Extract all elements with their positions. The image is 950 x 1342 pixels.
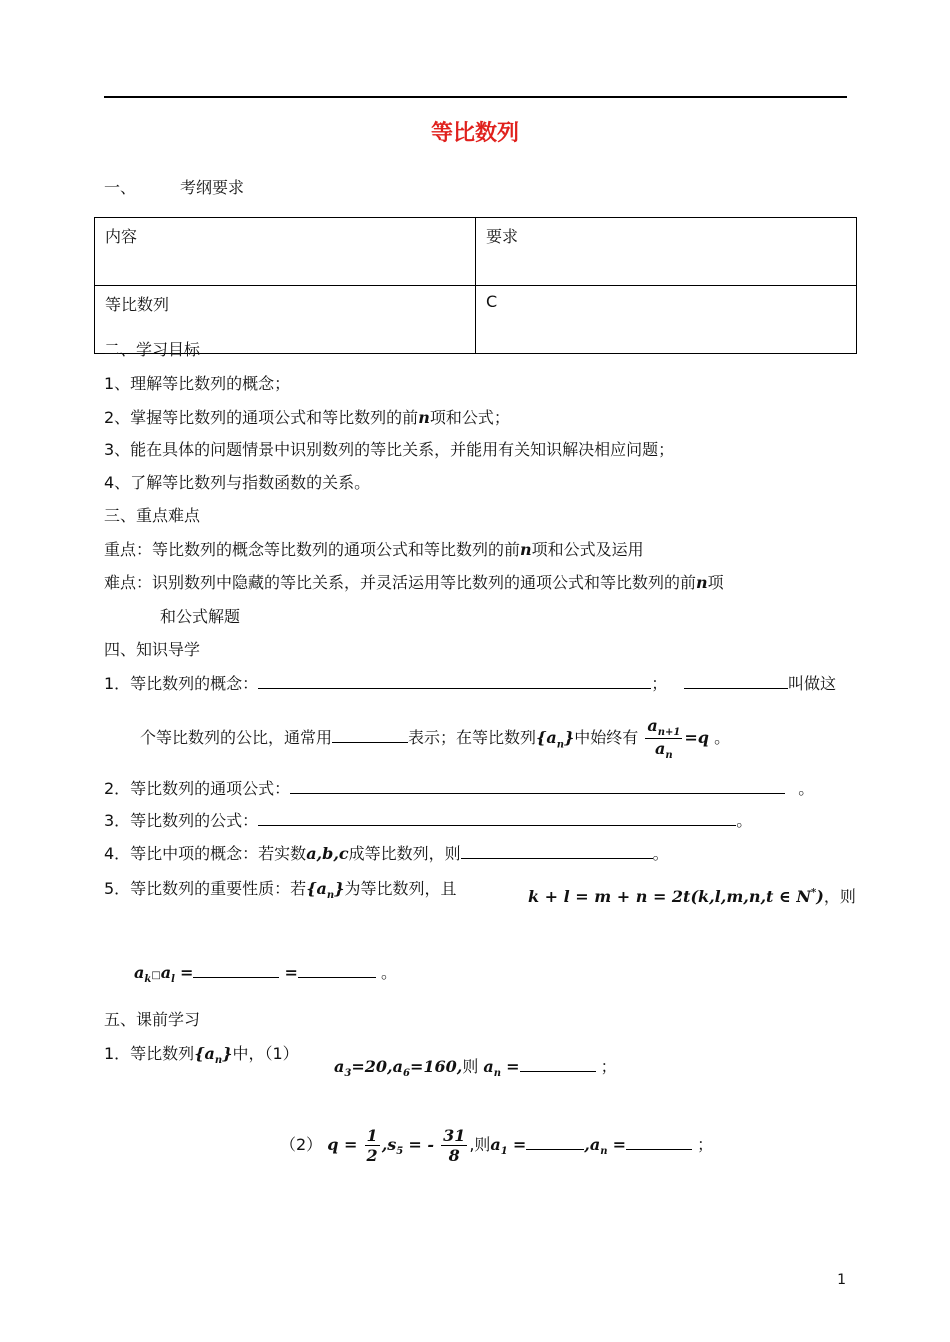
blank-ratio-symbol[interactable] [332,726,408,743]
section-1-heading: 考纲要求 [180,178,245,197]
section-1-number: 一、 [104,178,137,197]
top-rule [104,96,847,98]
requirements-table [94,217,857,354]
table-header-row [95,218,857,286]
key-point: 重点：等比数列的概念等比数列的通项公式和等比数列的前n项和公式及运用 [104,540,644,559]
objective-2: 2、掌握等比数列的通项公式和等比数列的前n项和公式； [104,408,510,427]
difficult-point-cont: 和公式解题 [160,607,241,626]
blank-an-1[interactable] [520,1055,596,1072]
blank-property-1[interactable] [193,961,279,978]
blank-a1[interactable] [526,1133,584,1150]
question-2: 2．等比数列的通项公式： 。 [104,779,815,798]
section-4-heading: 四、知识导学 [104,640,201,659]
question-1-line-2: 个等比数列的公比，通常用 表示；在等比数列$\{a_n\}$中始终有 $\frac{a_{n+1}}{a_n}$ =q 。 [140,716,731,762]
question-5-condition: k + l = m + n = 2t(k,l,m,n,t ∈ N*)，则 [528,887,856,906]
exercise-1-line-1: 1．等比数列$\{a_n\}$中，（1） [104,1044,299,1067]
question-1-line-1-tail: 叫做这 [684,671,836,694]
table-header-cell: 内容 [95,218,476,286]
table-header-cell: 要求 [476,218,857,286]
objective-1: 1、理解等比数列的概念； [104,374,291,393]
page-title: 等比数列 [430,121,519,146]
blank-general-term[interactable] [290,777,785,794]
q-fraction: $\frac{1}{2}$ [366,1126,378,1165]
exercise-2: （2） q = $\frac{1}{2}$ $,s_5$ = - $\frac{31}{8}$ ,则$a_1 = ,a_n$ = ； [280,1126,714,1165]
question-5-line-2: $a_k□a_l$ = = 。 [134,963,398,986]
section-5-heading: 五、课前学习 [104,1010,201,1029]
blank-property-2[interactable] [298,961,376,978]
question-5-line-1: 5．等比数列的重要性质：若$\{a_n\}$为等比数列，且 [104,879,457,902]
section-2-heading: 二、学习目标 [104,340,201,359]
blank-ratio-def[interactable] [684,672,788,689]
blank-geometric-mean[interactable] [461,842,653,859]
objective-3: 3、能在具体的问题情景中识别数列的等比关系，并能用有关知识解决相应问题； [104,440,675,459]
question-1-line-1: 1．等比数列的概念： ； [104,674,668,693]
blank-an-2[interactable] [626,1133,692,1150]
exercise-1-values: $a_3=20,a_6=160$,则 $a_n$ = ； [334,1057,617,1080]
page-number: 1 [837,1272,846,1288]
section-3-heading: 三、重点难点 [104,506,201,525]
objective-4: 4、了解等比数列与指数函数的关系。 [104,473,371,492]
question-4: 4．等比中项的概念：若实数a,b,c成等比数列，则 。 [104,844,669,863]
blank-concept[interactable] [258,672,651,689]
table-row [95,286,857,354]
table-cell: C [476,286,857,354]
table-cell: 等比数列 [95,286,476,354]
question-3: 3．等比数列的公式： 。 [104,811,753,830]
blank-sum-formula[interactable] [258,809,736,826]
ratio-fraction: $\frac{a_{n+1}}{a_n}$ [647,716,681,762]
difficult-point: 难点：识别数列中隐藏的等比关系，并灵活运用等比数列的通项公式和等比数列的前n项 [104,573,724,592]
s5-fraction: $\frac{31}{8}$ [443,1126,466,1165]
